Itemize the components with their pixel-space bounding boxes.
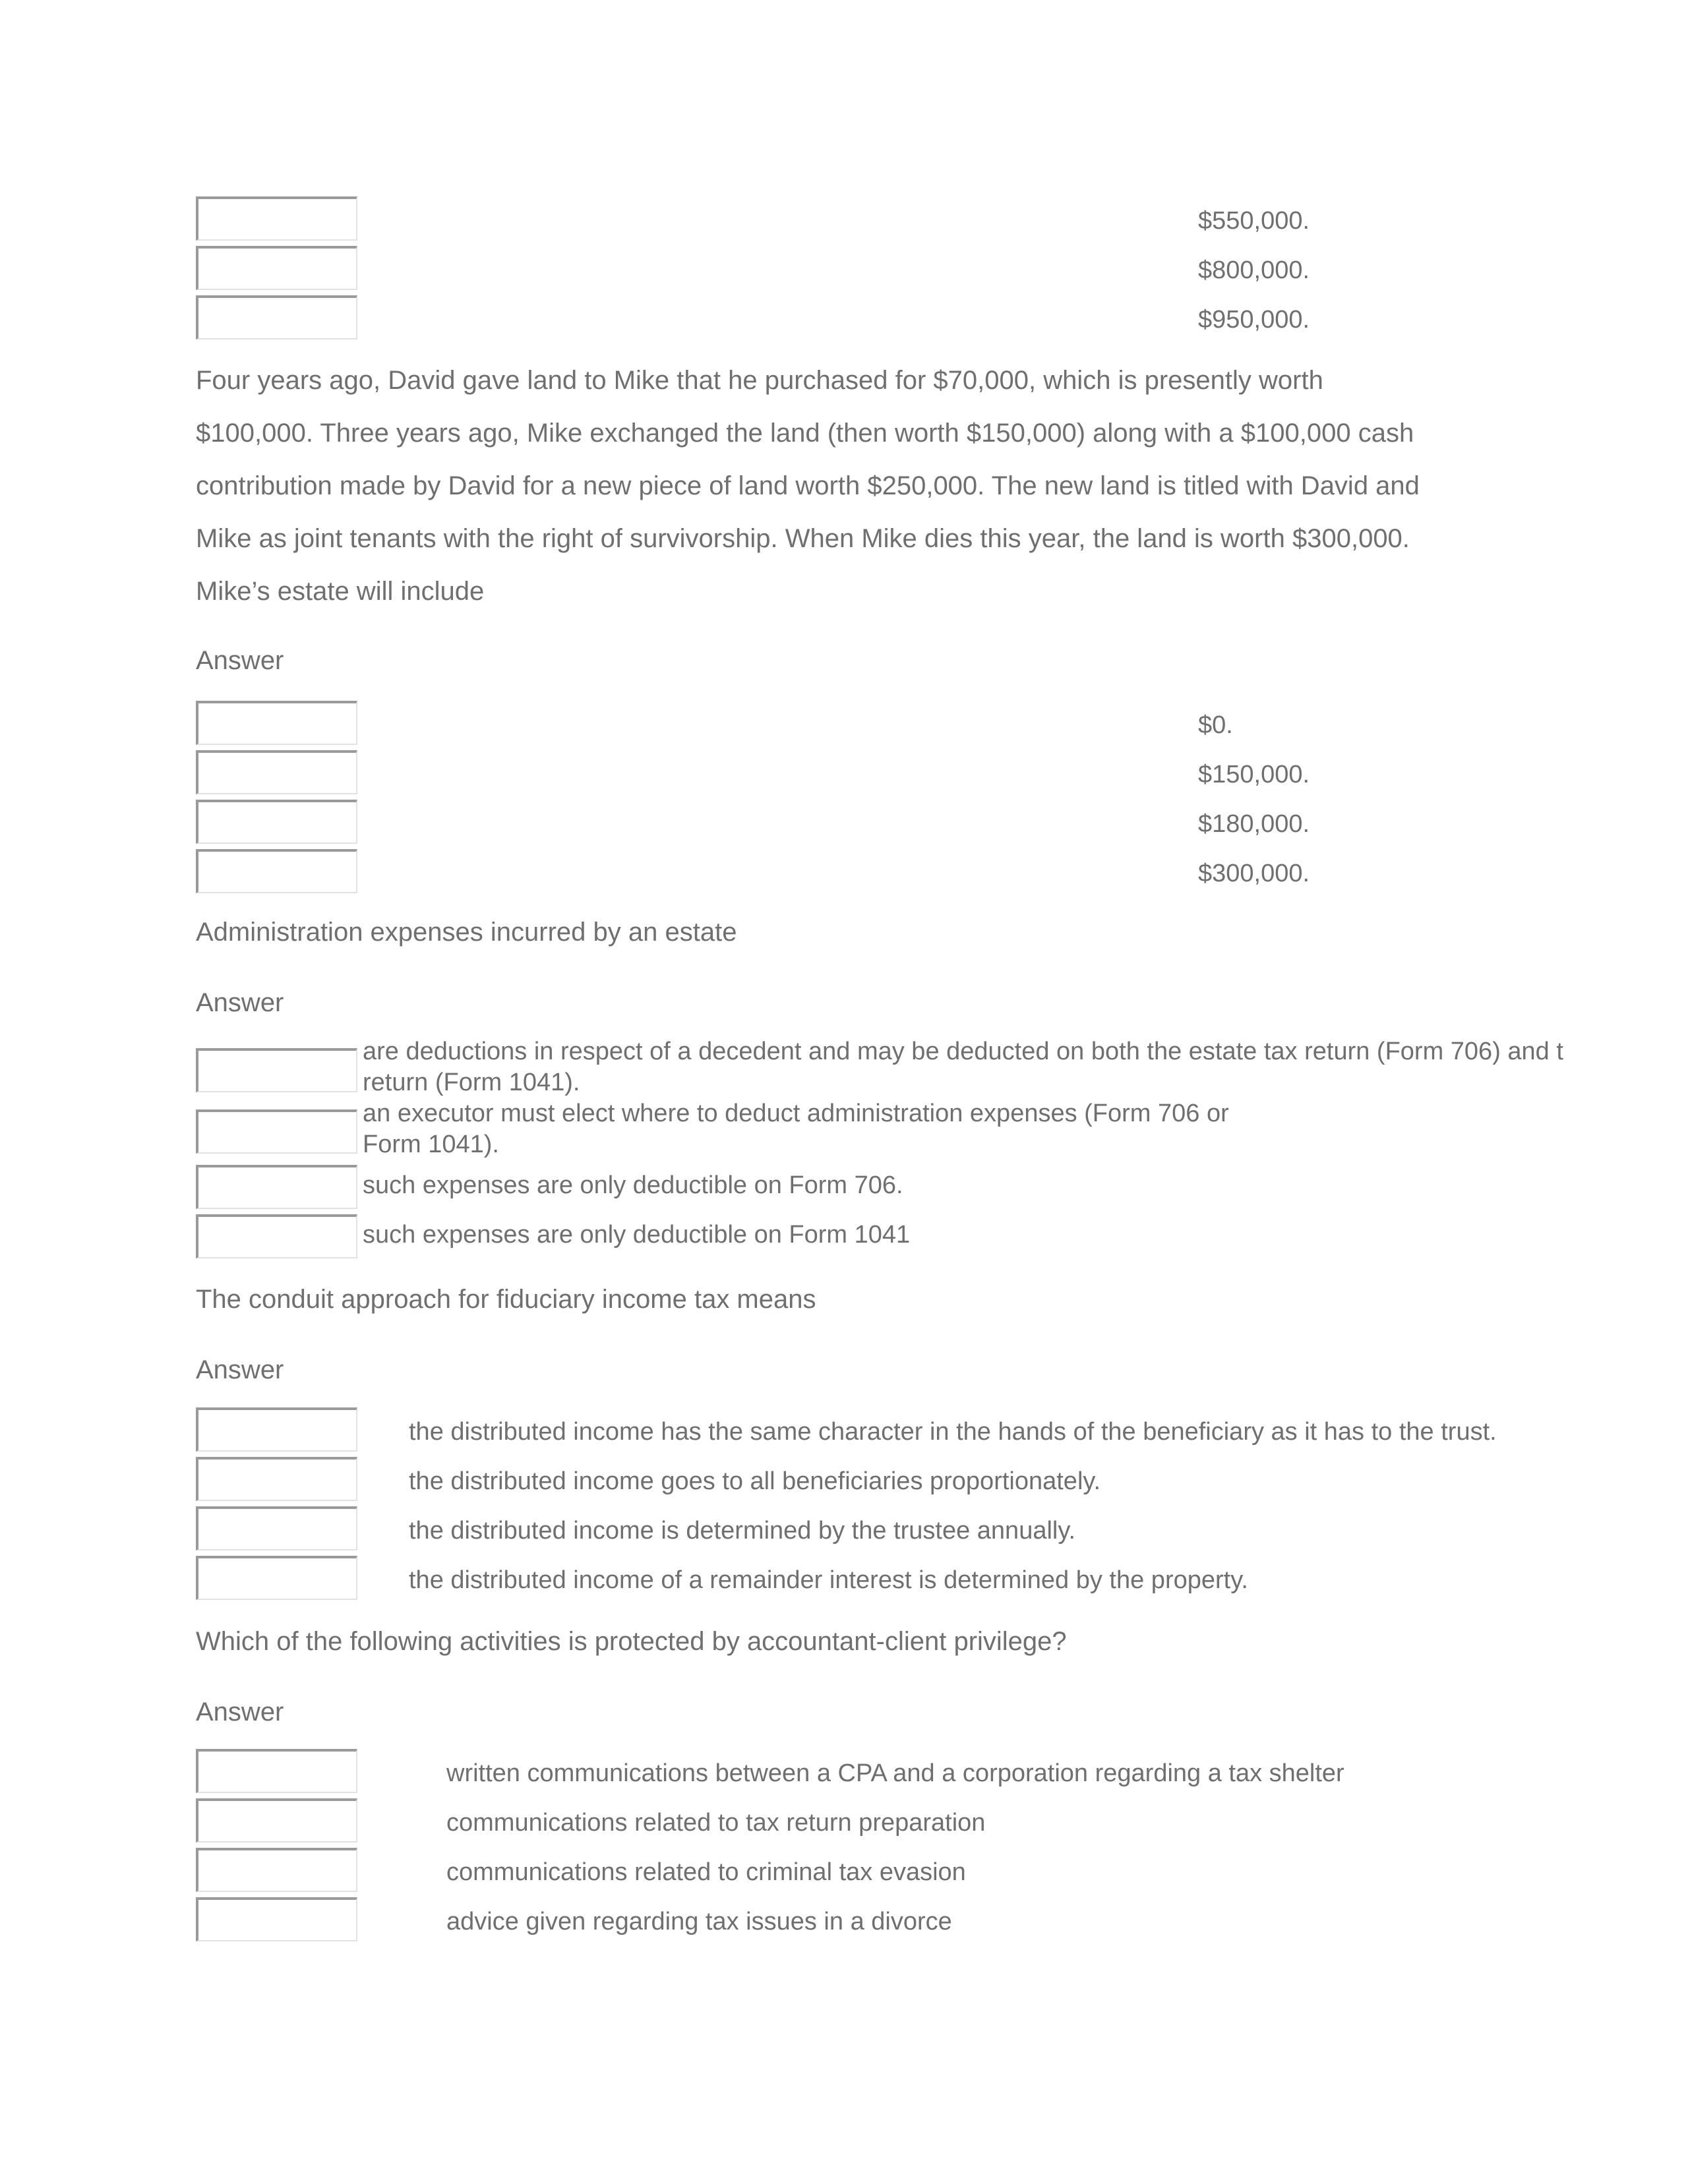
q3-option-3: the distributed income is determined by the trustee annually. bbox=[409, 1517, 1076, 1545]
q2-answer-box-1[interactable] bbox=[196, 1048, 357, 1092]
q2-answer-box-4[interactable] bbox=[196, 1214, 357, 1258]
q4-option-2: communications related to tax return preparation bbox=[446, 1809, 986, 1837]
q2-answer-box-3[interactable] bbox=[196, 1165, 357, 1209]
q2-option-2-line-2: Form 1041). bbox=[363, 1131, 499, 1158]
q0-answer-box-1[interactable] bbox=[196, 196, 357, 241]
q4-question: Which of the following activities is protected by accountant-client privilege? bbox=[196, 1627, 1067, 1656]
q4-answer-box-1[interactable] bbox=[196, 1749, 357, 1793]
q1-option-4: $300,000. bbox=[1198, 860, 1310, 887]
q3-answer-label: Answer bbox=[196, 1355, 284, 1384]
q1-option-3: $180,000. bbox=[1198, 810, 1310, 838]
q2-answer-box-2[interactable] bbox=[196, 1109, 357, 1154]
q1-question-line-3: contribution made by David for a new piece of land worth $250,000. The new land is titled with David and bbox=[196, 471, 1420, 500]
q0-option-1: $550,000. bbox=[1198, 207, 1310, 235]
q4-answer-box-3[interactable] bbox=[196, 1848, 357, 1892]
q1-question-line-1: Four years ago, David gave land to Mike that he purchased for $70,000, which is presently worth bbox=[196, 366, 1323, 395]
q0-option-3: $950,000. bbox=[1198, 306, 1310, 334]
q2-option-3: such expenses are only deductible on Form 706. bbox=[363, 1171, 903, 1199]
q4-answer-label: Answer bbox=[196, 1697, 284, 1727]
q3-question: The conduit approach for fiduciary income tax means bbox=[196, 1285, 816, 1314]
q1-option-1: $0. bbox=[1198, 711, 1233, 739]
q0-answer-box-3[interactable] bbox=[196, 295, 357, 339]
q1-option-2: $150,000. bbox=[1198, 761, 1310, 788]
q1-answer-box-3[interactable] bbox=[196, 800, 357, 844]
q3-answer-box-2[interactable] bbox=[196, 1457, 357, 1501]
q4-option-4: advice given regarding tax issues in a divorce bbox=[446, 1908, 952, 1935]
q4-answer-box-2[interactable] bbox=[196, 1798, 357, 1843]
q4-answer-box-4[interactable] bbox=[196, 1897, 357, 1941]
q3-option-1: the distributed income has the same character in the hands of the beneficiary as it has to the trust. bbox=[409, 1418, 1497, 1446]
q3-answer-box-1[interactable] bbox=[196, 1407, 357, 1452]
q3-answer-box-4[interactable] bbox=[196, 1556, 357, 1600]
q1-answer-label: Answer bbox=[196, 646, 284, 675]
q1-answer-box-2[interactable] bbox=[196, 750, 357, 794]
q2-option-1-line-1: are deductions in respect of a decedent and may be deducted on both the estate tax return (Form 706) and t bbox=[363, 1038, 1563, 1065]
q1-answer-box-4[interactable] bbox=[196, 849, 357, 893]
q1-question-line-4: Mike as joint tenants with the right of survivorship. When Mike dies this year, the land is worth $300,000. bbox=[196, 524, 1410, 553]
q2-question: Administration expenses incurred by an estate bbox=[196, 918, 737, 947]
q3-option-2: the distributed income goes to all beneficiaries proportionately. bbox=[409, 1467, 1101, 1495]
q3-answer-box-3[interactable] bbox=[196, 1506, 357, 1550]
q2-option-4: such expenses are only deductible on Form 1041 bbox=[363, 1221, 911, 1249]
q3-option-4: the distributed income of a remainder interest is determined by the property. bbox=[409, 1566, 1248, 1594]
q0-option-2: $800,000. bbox=[1198, 256, 1310, 284]
q0-answer-box-2[interactable] bbox=[196, 246, 357, 290]
q1-question-line-2: $100,000. Three years ago, Mike exchanged the land (then worth $150,000) along with a $100,000 cash bbox=[196, 419, 1414, 448]
q1-question-line-5: Mike’s estate will include bbox=[196, 577, 485, 606]
q4-option-1: written communications between a CPA and a corporation regarding a tax shelter bbox=[446, 1759, 1344, 1787]
q4-option-3: communications related to criminal tax evasion bbox=[446, 1858, 966, 1886]
q2-option-1-line-2: return (Form 1041). bbox=[363, 1069, 580, 1096]
q1-answer-box-1[interactable] bbox=[196, 701, 357, 745]
q2-answer-label: Answer bbox=[196, 988, 284, 1017]
q2-option-2-line-1: an executor must elect where to deduct administration expenses (Form 706 or bbox=[363, 1100, 1229, 1127]
